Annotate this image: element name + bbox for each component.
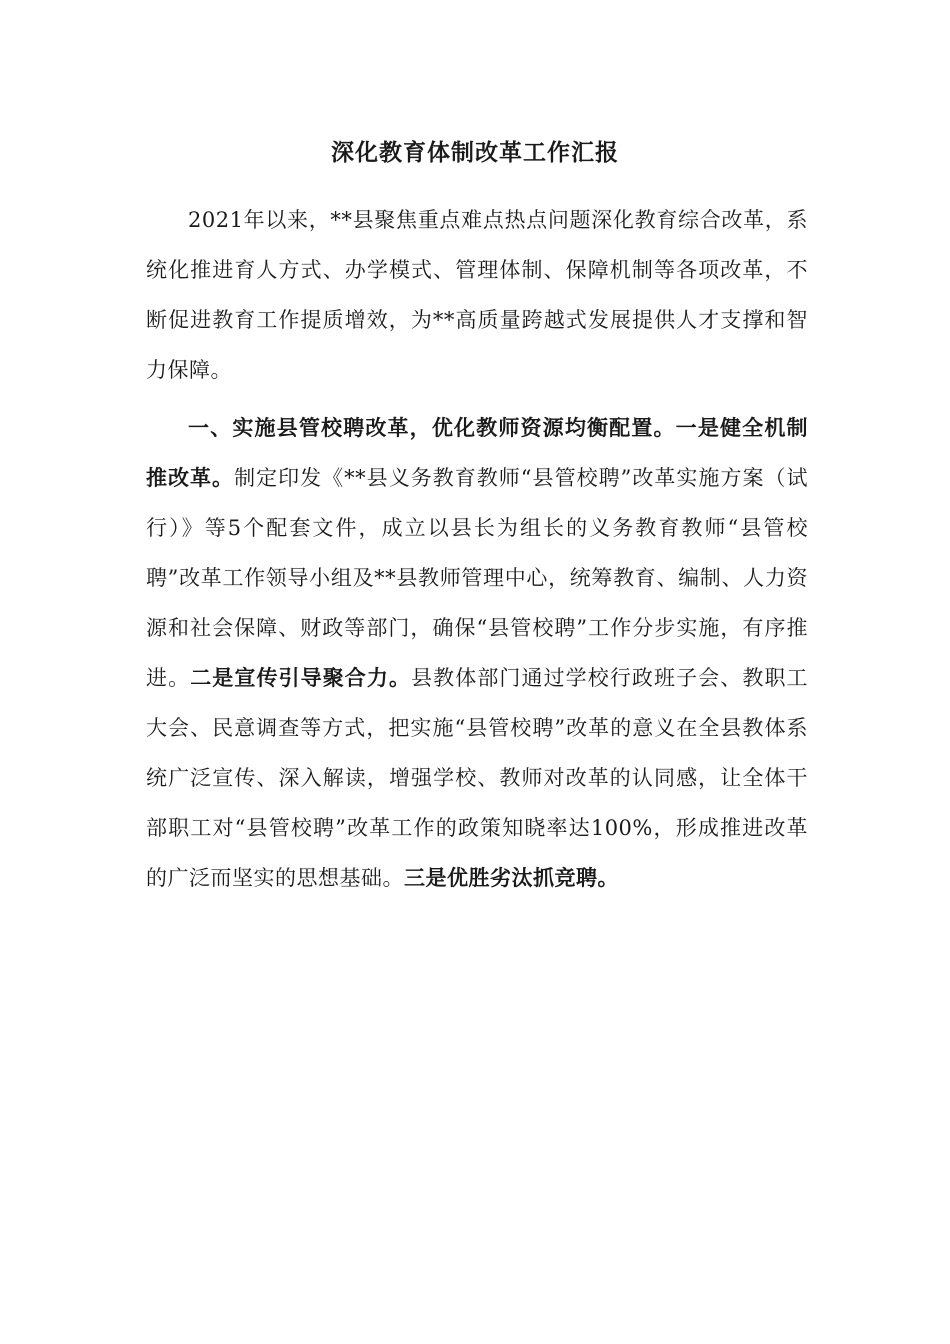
paragraph-text: 制定印发《**县义务教育教师“县管校聘”改革实施方案（试行）》等5个配套文件，成立以县长为组长的义务教育教师“县管校聘”改革工作领导小组及**县教师管理中心，统筹教育、编制、人力资源和社会保障、财政等部门，确保“县管校聘”工作分步实施，有序推进。: [146, 466, 808, 690]
section-heading: 一、实施县管校聘改革，优化教师资源均衡配置。一是健全机制推改革。: [146, 415, 808, 490]
paragraph-text: 2021年以来，**县聚焦重点难点热点问题深化教育综合改革，系统化推进育人方式、办学模式、管理体制、保障机制等各项改革，不断促进教育工作提质增效，为**高质量跨越式发展提供人才支撑和智力保障。: [146, 208, 808, 382]
paragraph-text: 县教体部门通过学校行政班子会、教职工大会、民意调查等方式，把实施“县管校聘”改革的意义在全县教体系统广泛宣传、深入解读，增强学校、教师对改革的认同感，让全体干部职工对“县管校聘”改革工作的政策知晓率达100%，形成推进改革的广泛而坚实的思想基础。: [146, 666, 809, 890]
document-title: 深化教育体制改革工作汇报: [331, 139, 619, 166]
subsection-heading: 三是优胜劣汰抓竞聘。: [404, 865, 619, 890]
paragraph-intro: [146, 195, 808, 395]
subsection-heading: 二是宣传引导聚合力。: [190, 665, 412, 690]
paragraph-section-1: [146, 403, 808, 903]
